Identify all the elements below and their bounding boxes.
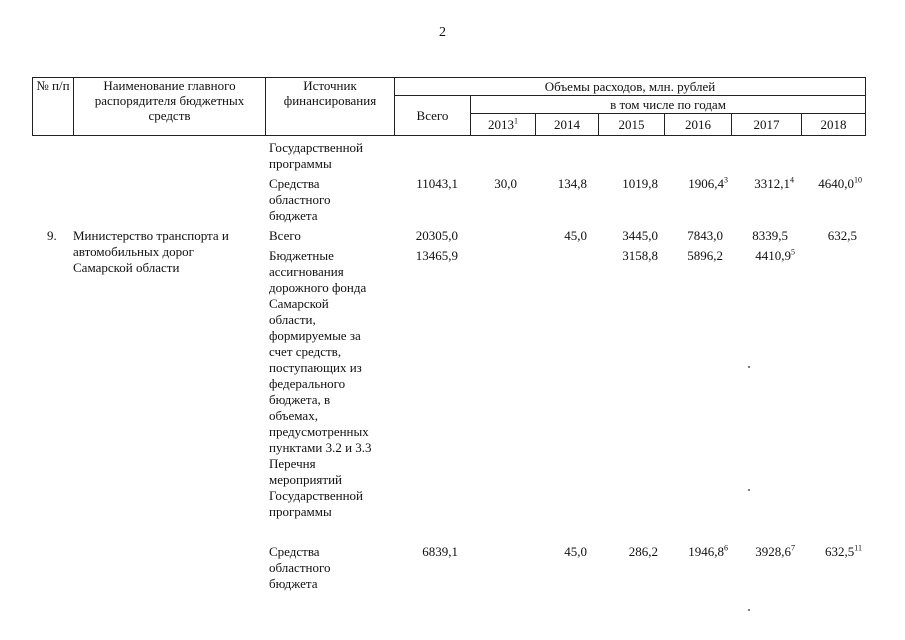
- ministry-2018: 632,5: [827, 228, 857, 243]
- header-year-2016: 2016: [665, 114, 732, 136]
- table-header: [32, 77, 866, 136]
- header-num: № п/п: [33, 78, 74, 136]
- header-year-2017: 2017: [732, 114, 802, 136]
- header-total: Всего: [395, 96, 471, 136]
- header-year-2014: 2014: [536, 114, 599, 136]
- ministry-total: 20305,0: [415, 228, 458, 243]
- regional-1-2014: 134,8: [557, 176, 587, 191]
- source-cont: Государственной программы: [269, 140, 364, 171]
- road-fund-2015: 3158,8: [622, 248, 658, 263]
- ministry-name: Министерство транспорта и автомобильных дорог Самарской области: [73, 228, 229, 275]
- page-number: 2: [439, 25, 446, 40]
- road-fund-2017: 4410,9$^5$: [755, 247, 795, 263]
- header-year-2015: 2015: [599, 114, 665, 136]
- scan-speck: [748, 366, 750, 368]
- source-road-fund: Бюджетные ассигнования дорожного фонда Самарской области, формируемые за счет средств, поступающих из федерального бюджета, в объемах, предусмотренных пунктами 3.2 и 3.3 Перечня мероприятий Государственной программы: [269, 248, 372, 519]
- scan-speck: [748, 489, 750, 491]
- header-volumes: Объемы расходов, млн. рублей: [395, 78, 866, 96]
- regional-1-2018: 4640,0$^{10}$: [818, 175, 862, 191]
- regional-1-2015: 1019,8: [622, 176, 658, 191]
- header-year-2018: 2018: [802, 114, 866, 136]
- regional-1-2016: 1906,4$^3$: [688, 175, 728, 191]
- ministry-num: 9.: [47, 228, 57, 243]
- road-fund-total: 13465,9: [415, 248, 458, 263]
- ministry-2015: 3445,0: [622, 228, 658, 243]
- regional-2-2018: 632,5$^{11}$: [825, 543, 862, 559]
- ministry-source: Всего: [269, 228, 301, 243]
- regional-2-2016: 1946,8$^6$: [688, 543, 728, 559]
- road-fund-2016: 5896,2: [687, 248, 723, 263]
- regional-1-total: 11043,1: [416, 176, 458, 191]
- source-regional-1: Средства областного бюджета: [269, 176, 331, 223]
- regional-2-2015: 286,2: [628, 544, 658, 559]
- ministry-2014: 45,0: [564, 228, 587, 243]
- header-source: Источник финансирования: [266, 78, 395, 136]
- header-by-years: в том числе по годам: [471, 96, 866, 114]
- source-regional-2: Средства областного бюджета: [269, 544, 331, 591]
- regional-2-total: 6839,1: [422, 544, 458, 559]
- header-year-2013: 2013$^1$: [471, 114, 536, 136]
- regional-1-2017: 3312,1$^4$: [754, 175, 794, 191]
- ministry-2017: 8339,5: [752, 228, 788, 243]
- regional-1-2013: 30,0: [494, 176, 517, 191]
- regional-2-2014: 45,0: [564, 544, 587, 559]
- ministry-2016: 7843,0: [687, 228, 723, 243]
- scan-speck: [748, 609, 750, 611]
- header-name: Наименование главного распорядителя бюджетных средств: [74, 78, 266, 136]
- regional-2-2017: 3928,6$^7$: [755, 543, 795, 559]
